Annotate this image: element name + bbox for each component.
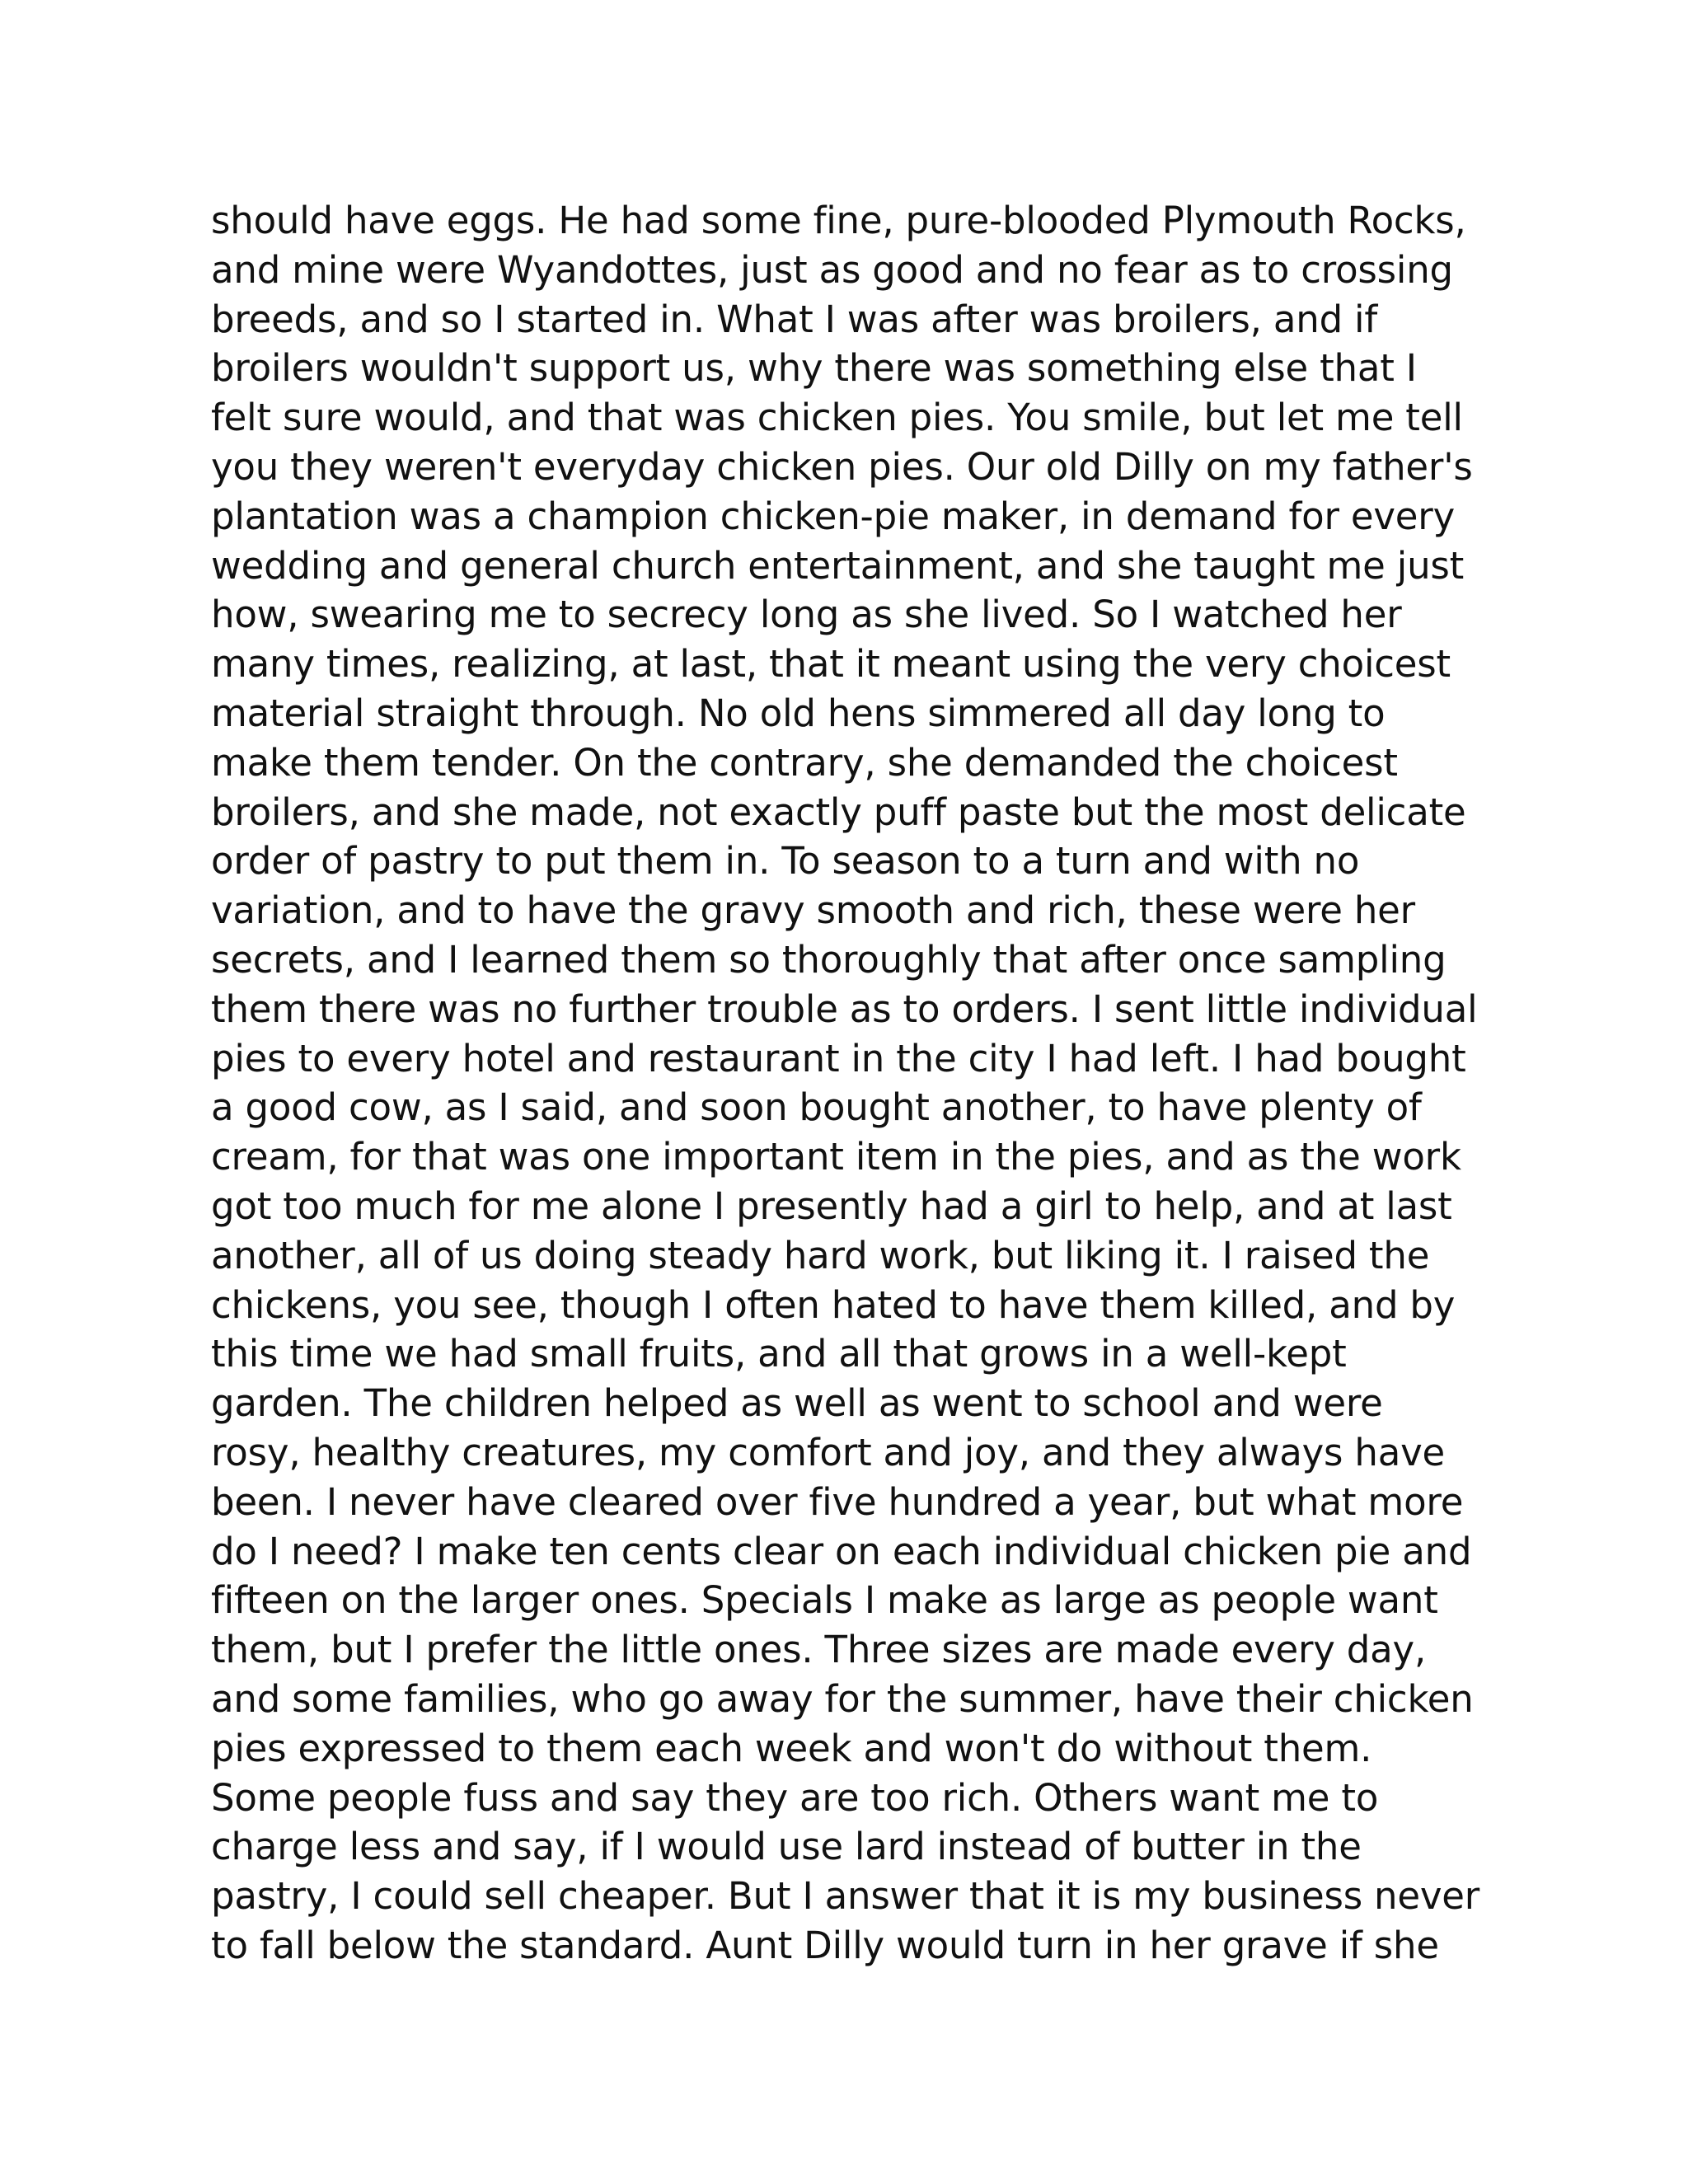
text-line: rosy, healthy creatures, my comfort and joy, and they always have xyxy=(211,1430,1445,1474)
text-line: pies expressed to them each week and won't do without them. xyxy=(211,1726,1372,1770)
text-line: this time we had small fruits, and all that grows in a well-kept xyxy=(211,1332,1347,1376)
text-line: and some families, who go away for the summer, have their chicken xyxy=(211,1676,1474,1721)
text-line: do I need? I make ten cents clear on each individual chicken pie and xyxy=(211,1529,1472,1573)
text-line: cream, for that was one important item in the pies, and as the work xyxy=(211,1135,1461,1179)
text-line: material straight through. No old hens simmered all day long to xyxy=(211,691,1386,735)
text-line: secrets, and I learned them so thoroughly that after once sampling xyxy=(211,937,1447,982)
text-line: should have eggs. He had some fine, pure-blooded Plymouth Rocks, xyxy=(211,199,1466,242)
text-line: pies to every hotel and restaurant in the city I had left. I had bought xyxy=(211,1036,1466,1080)
text-line: you they weren't everyday chicken pies. Our old Dilly on my father's xyxy=(211,444,1473,489)
text-line: breeds, and so I started in. What I was after was broilers, and if xyxy=(211,297,1377,341)
text-line: variation, and to have the gravy smooth and rich, these were her xyxy=(211,888,1415,933)
text-line: them there was no further trouble as to orders. I sent little individual xyxy=(211,987,1478,1031)
text-line: been. I never have cleared over five hundred a year, but what more xyxy=(211,1479,1464,1524)
text-line: fifteen on the larger ones. Specials I make as large as people want xyxy=(211,1578,1438,1623)
text-line: to fall below the standard. Aunt Dilly would turn in her grave if she xyxy=(211,1923,1439,1967)
text-line: how, swearing me to secrecy long as she lived. So I watched her xyxy=(211,593,1402,637)
text-line: order of pastry to put them in. To season to a turn and with no xyxy=(211,839,1360,883)
text-line: pastry, I could sell cheaper. But I answer that it is my business never xyxy=(211,1874,1480,1919)
text-line: felt sure would, and that was chicken pies. You smile, but let me tell xyxy=(211,396,1463,440)
text-line: them, but I prefer the little ones. Three sizes are made every day, xyxy=(211,1628,1427,1672)
body-text xyxy=(211,196,1530,1971)
text-line: many times, realizing, at last, that it meant using the very choicest xyxy=(211,642,1451,687)
text-line: make them tender. On the contrary, she demanded the choicest xyxy=(211,740,1398,785)
text-line: wedding and general church entertainment, and she taught me just xyxy=(211,543,1465,588)
text-line: charge less and say, if I would use lard instead of butter in the xyxy=(211,1825,1362,1869)
text-line: another, all of us doing steady hard work, but liking it. I raised the xyxy=(211,1233,1430,1277)
text-line: a good cow, as I said, and soon bought another, to have plenty of xyxy=(211,1085,1422,1130)
text-line: and mine were Wyandottes, just as good and no fear as to crossing xyxy=(211,247,1453,292)
text-line: plantation was a champion chicken-pie maker, in demand for every xyxy=(211,494,1456,538)
text-line: chickens, you see, though I often hated to have them killed, and by xyxy=(211,1282,1456,1327)
text-line: garden. The children helped as well as went to school and were xyxy=(211,1381,1383,1426)
text-line: Some people fuss and say they are too rich. Others want me to xyxy=(211,1775,1379,1820)
text-line: got too much for me alone I presently had a girl to help, and at last xyxy=(211,1183,1452,1228)
text-line: broilers, and she made, not exactly puff paste but the most delicate xyxy=(211,790,1466,834)
text-line: broilers wouldn't support us, why there was something else that I xyxy=(211,346,1417,391)
